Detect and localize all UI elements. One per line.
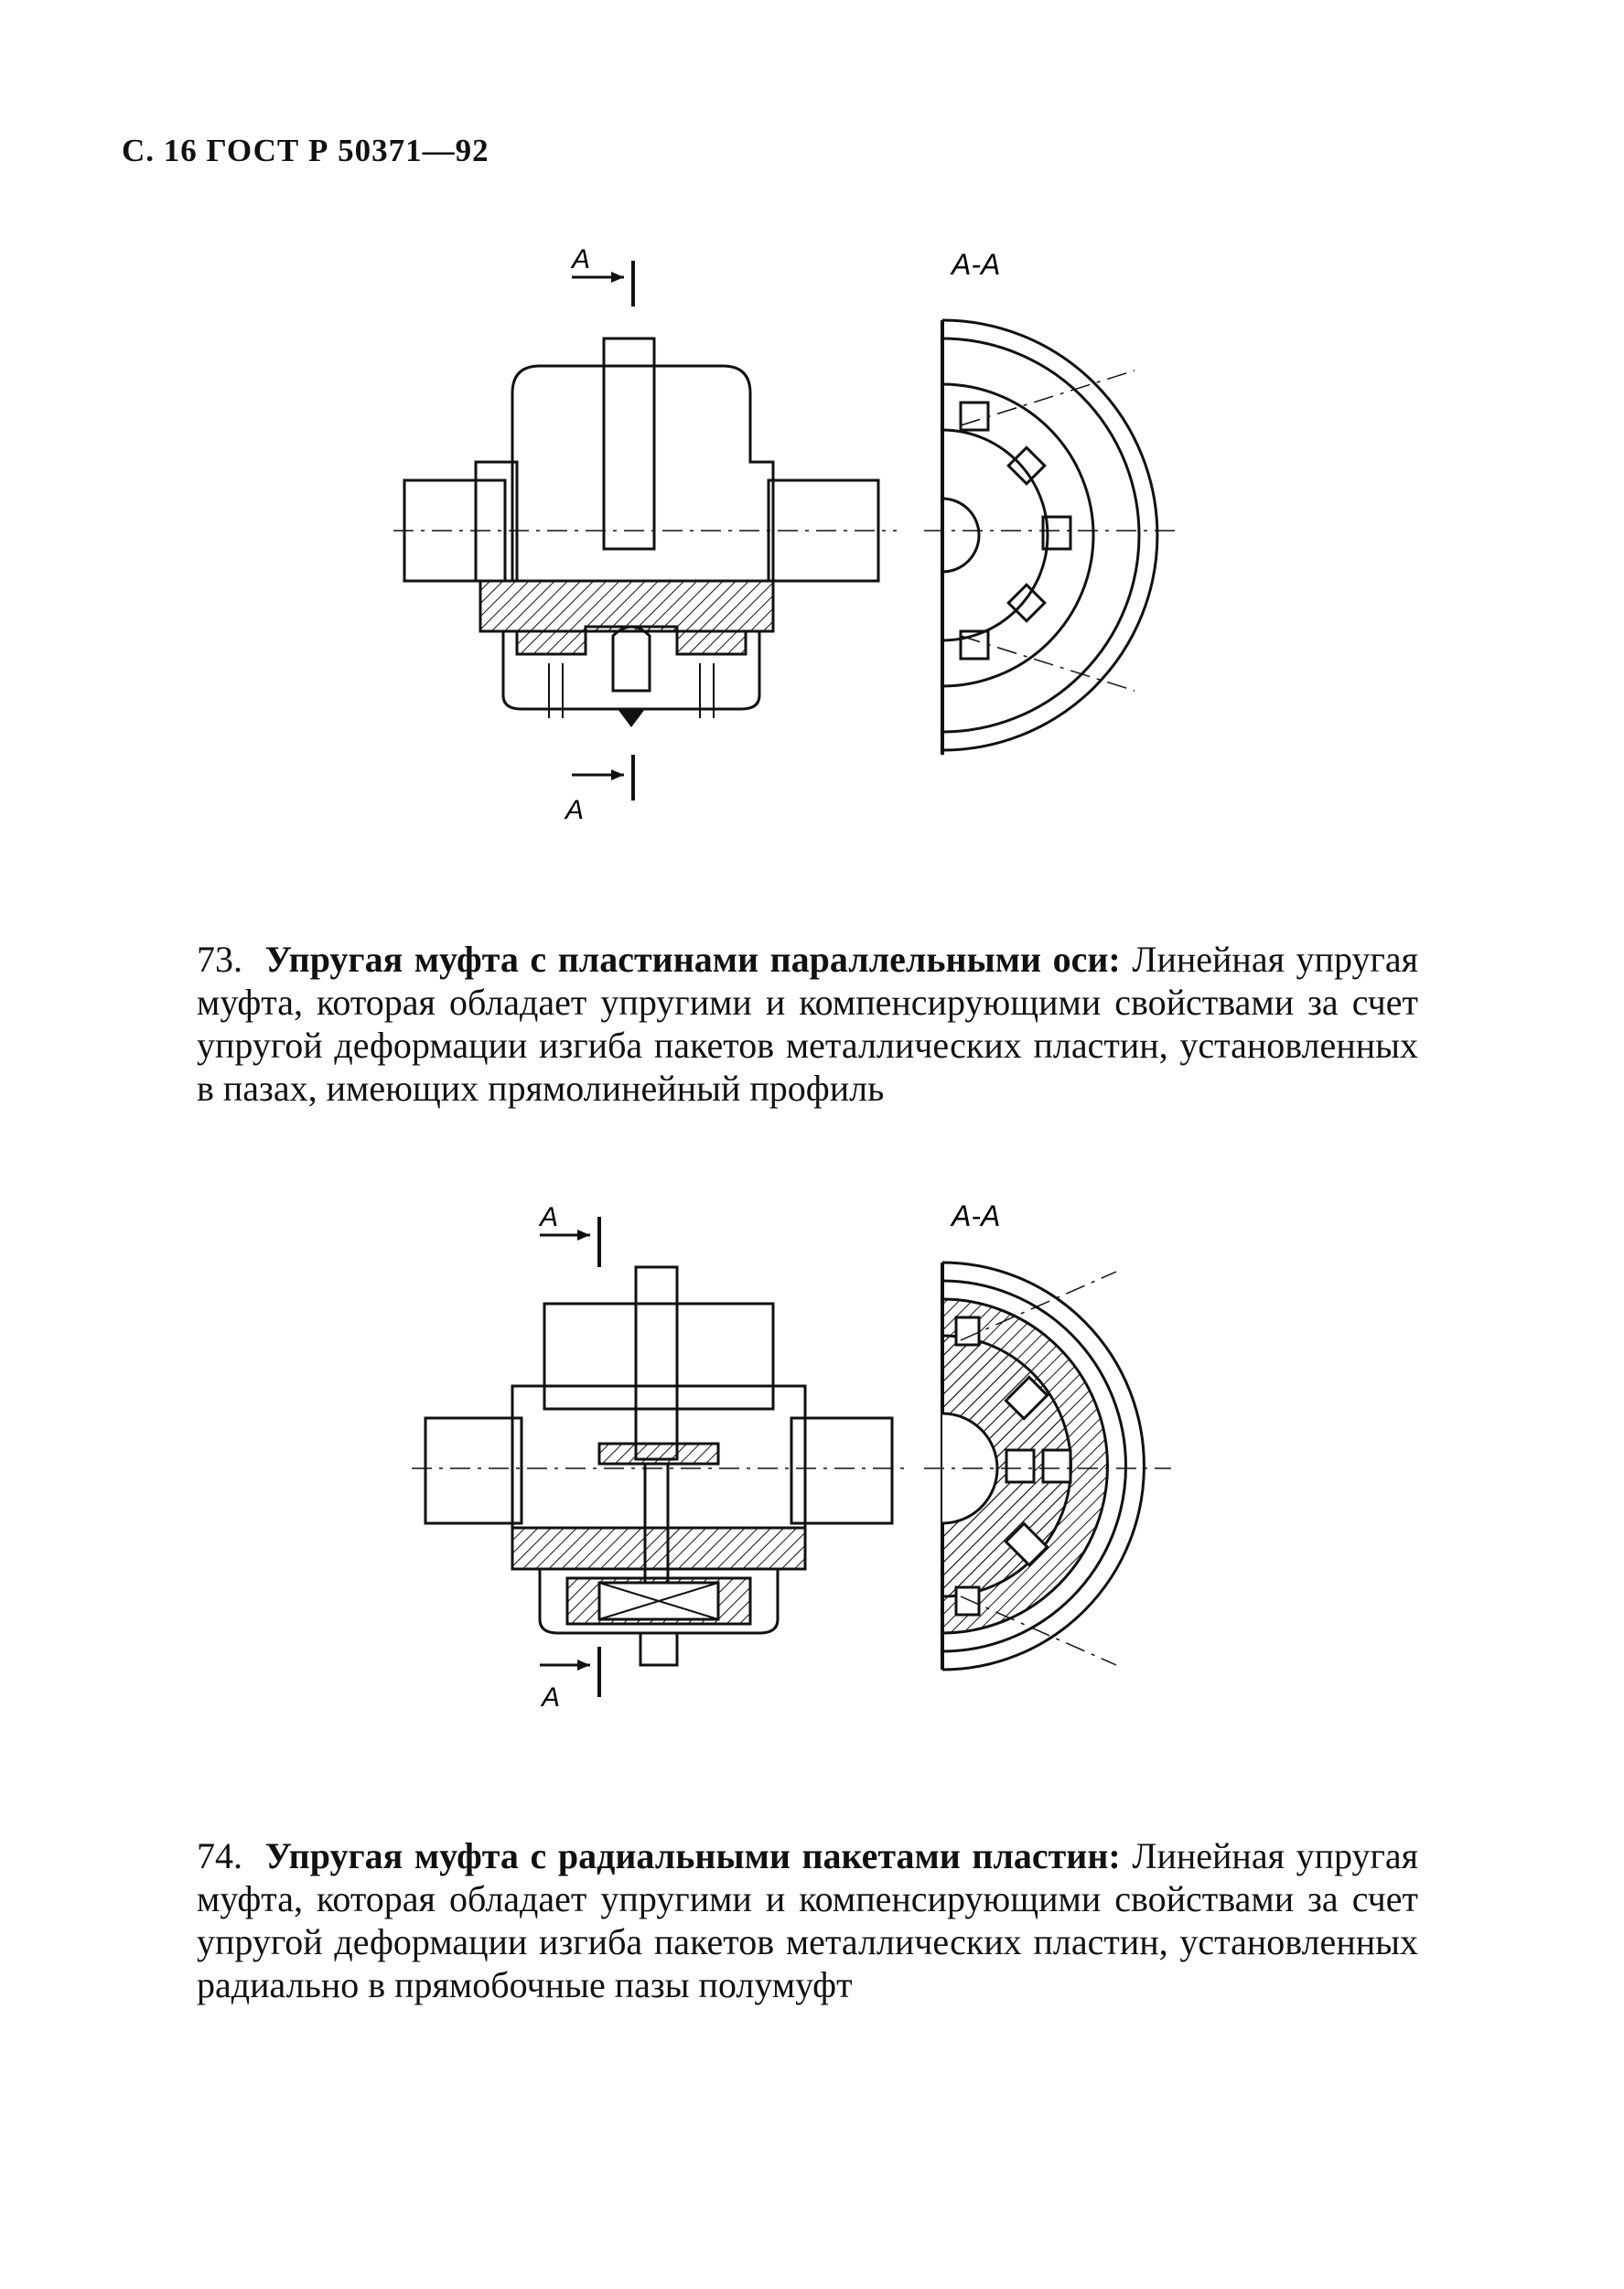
term-73-number: 73. [197,939,242,980]
term-73-definition: Линейная упругая муфта, которая обладает упругими и компенсирующими свойствами за счет упругой деформации изгиба пакетов металлических пластин, установленных в пазах, имеющих прямолинейный профиль [197,939,1418,1109]
figure-coupling-parallel-plates [384,233,1281,828]
term-74-definition: Линейная упругая муфта, которая обладает упругими и компенсирующими свойствами за счет упругой деформации изгиба пакетов металлических пластин, установленных радиально в прямобочные пазы полумуфт [197,1835,1419,2005]
section-cut-marker-bottom [540,1647,599,1711]
term-73 [197,938,1418,1110]
page-header: С. 16 ГОСТ Р 50371—92 [122,133,489,168]
section-label: А-А [952,1199,1001,1232]
term-73-title: Упругая муфта с пластинами параллельными оси: [264,939,1121,980]
term-74-title: Упругая муфта с радиальными пакетами пластин: [264,1835,1121,1876]
cut-label-bottom: А [565,795,585,825]
section-label: А-А [952,248,1001,281]
term-74 [197,1834,1418,2006]
section-cut-marker-bottom [564,755,633,825]
section-cut-marker-top [570,244,633,306]
term-74-number: 74. [197,1835,242,1876]
cut-label-top: А [572,244,591,274]
cut-label-top: А [540,1202,559,1232]
figure-coupling-radial-plates [384,1189,1281,1711]
section-cut-marker-top [538,1202,599,1267]
cut-label-bottom: А [542,1682,561,1711]
